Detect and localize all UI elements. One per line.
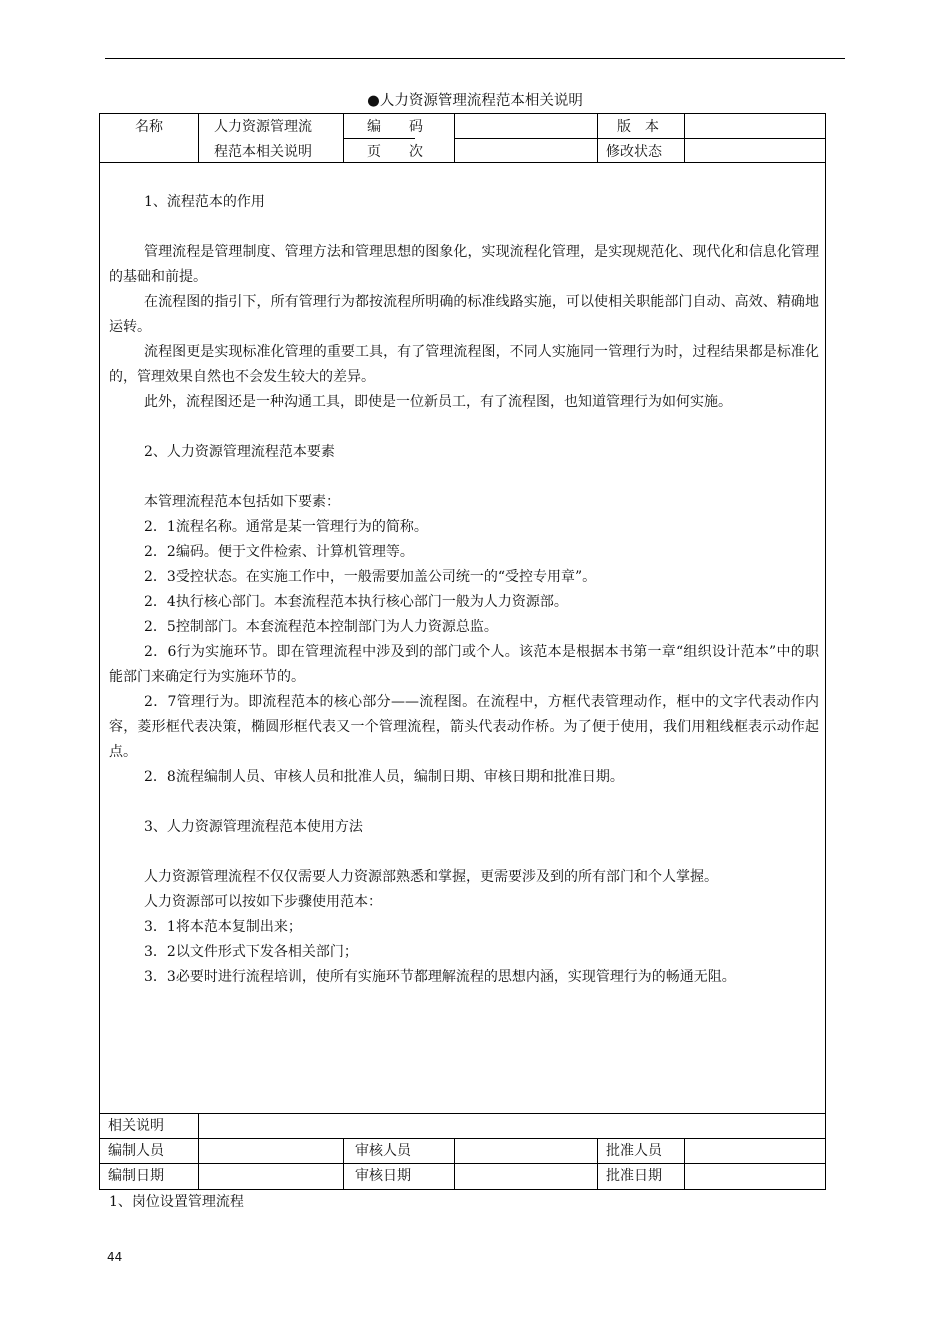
header-divider-2 [343, 113, 344, 162]
header-mid-line [343, 138, 415, 139]
section1-paragraph: 流程图更是实现标准化管理的重要工具，有了管理流程图，不同人实施同一管理行为时，过程结果都是标准化的，管理效果自然也不会发生较大的差异。 [109, 344, 819, 385]
footer-row-line [99, 1138, 826, 1139]
header-divider-3 [454, 113, 455, 162]
footer-divider-2 [343, 1138, 344, 1190]
section2-item: 2．4执行核心部门。本套流程范本执行核心部门一般为人力资源部。 [144, 594, 568, 610]
section2-item: 2．7管理行为。即流程范本的核心部分——流程图。在流程中，方框代表管理动作，框中的文字代表动作内容，菱形框代表决策，椭圆形框代表又一个管理流程，箭头代表动作桥。为了便于使用，我们用粗线框表示动作起点。 [109, 694, 819, 760]
section3-item: 3．2以文件形式下发各相关部门； [144, 944, 358, 960]
section2-item: 2．6行为实施环节。即在管理流程中涉及到的部门或个人。该范本是根据本书第一章“组织设计范本”中的职能部门来确定行为实施环节的。 [109, 644, 819, 685]
header-divider-1 [198, 113, 199, 162]
revision-label: 修改状态 [606, 144, 662, 160]
footer-divider-1 [198, 1113, 199, 1190]
footer-top-line [99, 1113, 826, 1114]
section2-item: 2．5控制部门。本套流程范本控制部门为人力资源总监。 [144, 619, 498, 635]
version-label: 版 本 [617, 119, 659, 135]
header-divider-5 [684, 113, 685, 162]
section3-item: 3．3必要时进行流程培训，使所有实施环节都理解流程的思想内涵，实现管理行为的畅通无阻。 [144, 969, 736, 985]
page-label: 页 次 [367, 144, 423, 160]
notes-label: 相关说明 [108, 1118, 164, 1134]
section3-paragraph: 人力资源管理流程不仅仅需要人力资源部熟悉和掌握，更需要涉及到的所有部门和个人掌握。 [144, 869, 718, 885]
reviewed-date-label: 审核日期 [355, 1168, 411, 1184]
reviewed-by-label: 审核人员 [355, 1143, 411, 1159]
approved-by-label: 批准人员 [606, 1143, 662, 1159]
section1-title: 1、流程范本的作用 [144, 194, 265, 210]
document-title: ●人力资源管理流程范本相关说明 [367, 93, 583, 109]
section3-paragraph: 人力资源部可以按如下步骤使用范本： [144, 894, 382, 910]
prepared-by-label: 编制人员 [108, 1143, 164, 1159]
footer-row-line [99, 1163, 826, 1164]
footer-divider-4 [597, 1138, 598, 1190]
name-label: 名称 [135, 119, 163, 135]
code-label: 编 码 [367, 119, 423, 135]
section2-item: 2．1流程名称。通常是某一管理行为的简称。 [144, 519, 428, 535]
footer-divider-3 [454, 1138, 455, 1190]
header-bottom-line [99, 162, 826, 163]
name-value-line1: 人力资源管理流 [214, 119, 312, 135]
section2-item: 2．8流程编制人员、审核人员和批准人员，编制日期、审核日期和批准日期。 [144, 769, 624, 785]
section1-paragraph: 在流程图的指引下，所有管理行为都按流程所明确的标准线路实施，可以使相关职能部门自动、高效、精确地运转。 [109, 294, 819, 335]
next-section-heading: 1、岗位设置管理流程 [109, 1194, 244, 1210]
page-number: 44 [107, 1250, 123, 1264]
approved-date-label: 批准日期 [606, 1168, 662, 1184]
section3-title: 3、人力资源管理流程范本使用方法 [144, 819, 363, 835]
section3-item: 3．1将本范本复制出来； [144, 919, 302, 935]
name-value-line2: 程范本相关说明 [214, 144, 312, 160]
header-rule [105, 58, 845, 59]
body-content [109, 190, 819, 990]
section1-paragraph: 此外，流程图还是一种沟通工具，即使是一位新员工，有了流程图，也知道管理行为如何实施。 [144, 394, 732, 410]
prepared-date-label: 编制日期 [108, 1168, 164, 1184]
section2-intro: 本管理流程范本包括如下要素： [144, 494, 340, 510]
section2-item: 2．2编码。便于文件检索、计算机管理等。 [144, 544, 414, 560]
header-mid-line-right [454, 138, 826, 139]
section1-paragraph: 管理流程是管理制度、管理方法和管理思想的图象化，实现流程化管理，是实现规范化、现代化和信息化管理的基础和前提。 [109, 244, 819, 285]
footer-divider-5 [684, 1138, 685, 1190]
header-divider-4 [597, 113, 598, 162]
section2-title: 2、人力资源管理流程范本要素 [144, 444, 335, 460]
section2-item: 2．3受控状态。在实施工作中，一般需要加盖公司统一的“受控专用章”。 [144, 569, 597, 585]
